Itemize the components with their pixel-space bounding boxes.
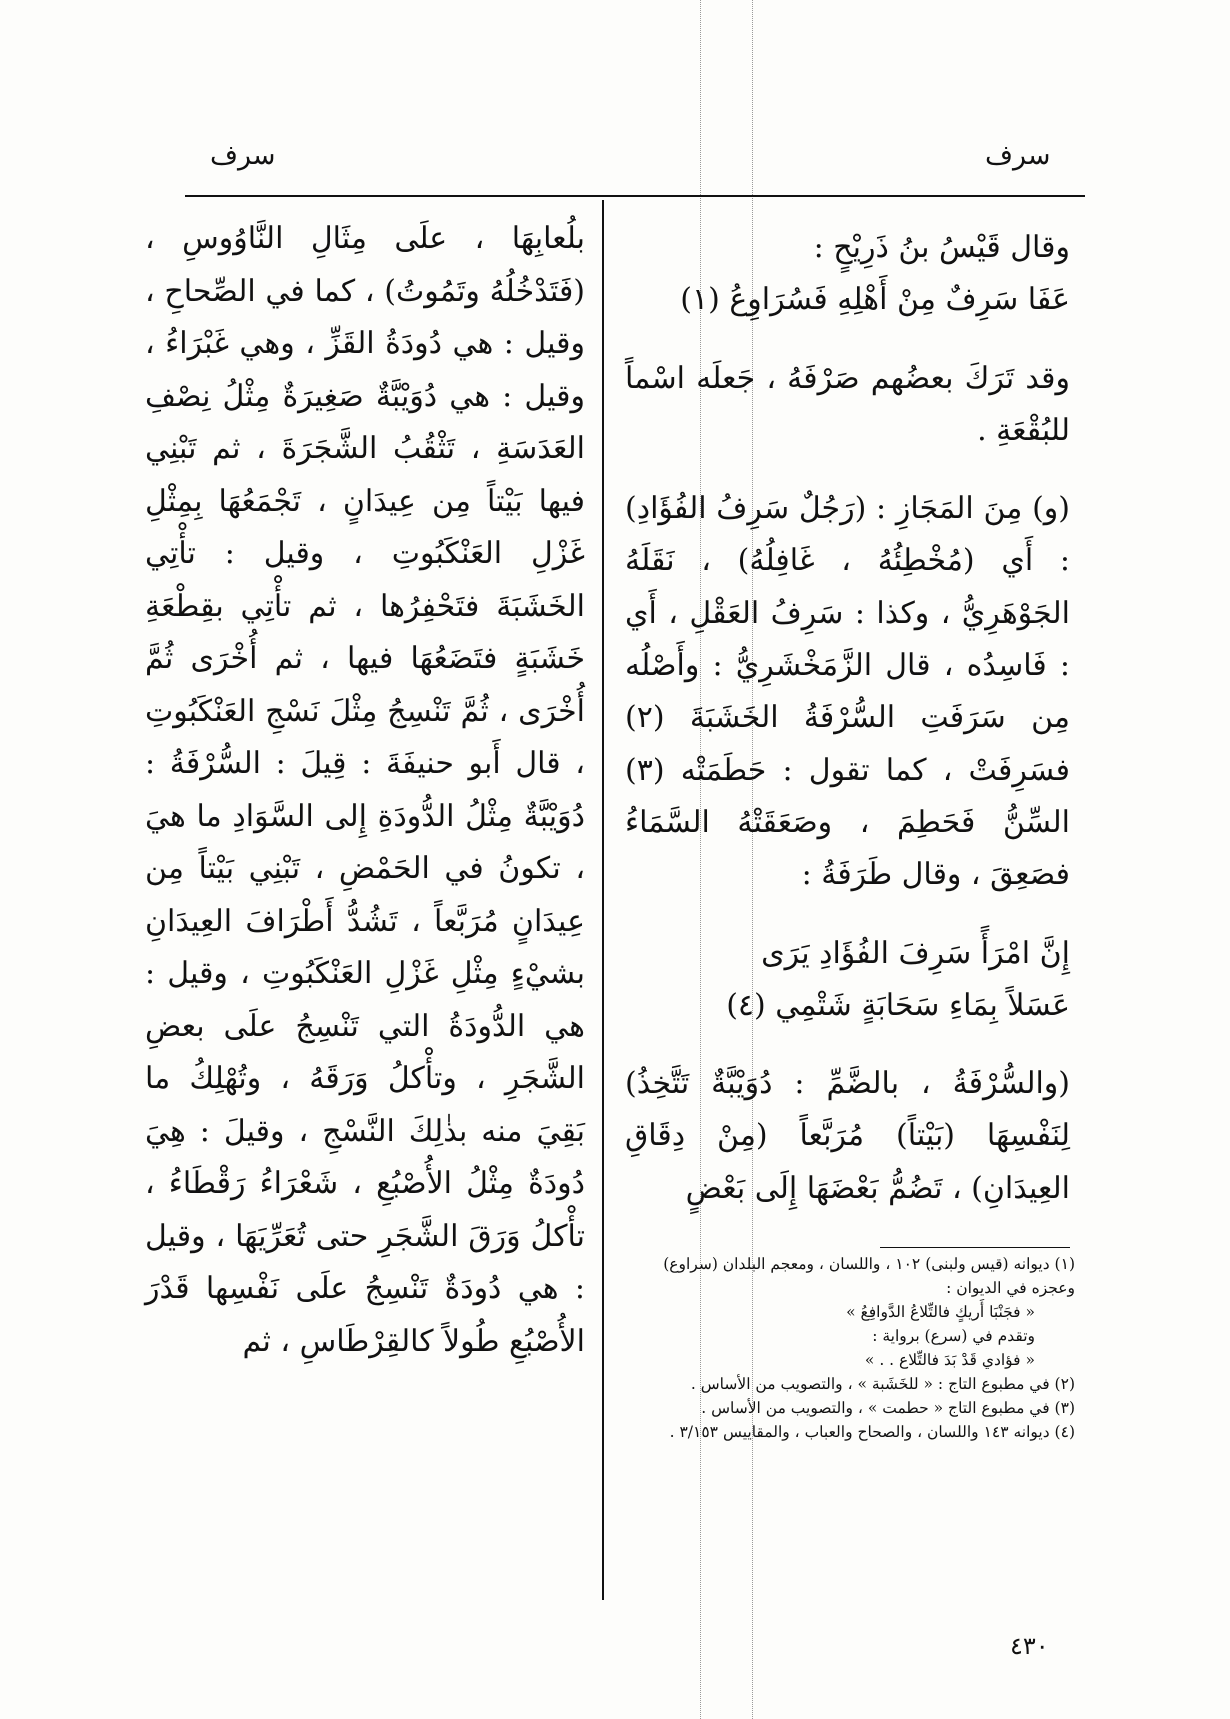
footnote-rule bbox=[880, 1247, 1070, 1248]
footnote-line: (٣) في مطبوع التاج « حطمت » ، والتصويب من الأساس . bbox=[701, 1399, 1075, 1417]
paragraph-gap bbox=[625, 902, 1070, 928]
right-column-paragraph: (و) مِنَ المَجَازِ : (رَجُلٌ سَرِفُ الفُؤَادِ) : أَي (مُخْطِئُهُ ، غَافِلُهُ) ، نَقَلَهُ الجَوْهَرِيُّ ، وكذا : سَرِفُ العَقْلِ ، أَي : فَاسِدُه ، قال الزَّمَخْشَرِيُّ : وأَصْلُه مِن سَرَفَتِ السُّرْفَةُ الخَشَبَةَ (٢) فسَرِفَتْ ، كما تقول : حَطَمَتْه (٣) السِّنُّ فَحَطِمَ ، وصَعَقَتْهُ السَّمَاءُ فصَعِقَ ، وقال طَرَفَةُ : bbox=[625, 491, 1070, 893]
right-column-paragraph: (والسُّرْفَةُ ، بالضَّمِّ : دُوَيْبَّةٌ تَتَّخِذُ) لِنَفْسِهَا (بَيْتاً) مُرَبَّعاً (مِنْ دِقَاقِ العِيدَانِ) ، تَضُمُّ بَعْضَهَا إِلَى بَعْضٍ bbox=[625, 1066, 1070, 1206]
footnote-line: (٢) في مطبوع التاج : « للخَشَبة » ، والتصويب من الأساس . bbox=[690, 1375, 1075, 1393]
footnote-line: (٤) ديوانه ١٤٣ واللسان ، والصحاح والعباب ، والمقاييس ٣/١٥٣ . bbox=[669, 1423, 1075, 1441]
paragraph-gap bbox=[625, 327, 1070, 353]
header-rule bbox=[185, 195, 1085, 197]
page-number: ٤٣٠ bbox=[1010, 1632, 1049, 1660]
left-column bbox=[145, 213, 585, 1368]
right-column-paragraph: عَسَلاً بِمَاءِ سَحَابَةٍ شَتْمِي (٤) bbox=[726, 987, 1070, 1023]
left-column-text: بلُعابِهَا ، علَى مِثَالِ النَّاوُوسِ ، (فَتَدْخُلُهُ وتَمُوتُ) ، كما في الصِّحاحِ ، وقيل : هي دُودَةُ القَزِّ ، وهي غَبْرَاءُ ، وقيل : هي دُوَيْبَّةٌ صَغِيرَةٌ مِثْلُ نِصْفِ العَدَسَةِ ، تَثْقُبُ الشَّجَرَةَ ، ثم تَبْنِي فيها بَيْتاً مِن عِيدَانٍ ، تَجْمَعُهَا بِمِثْلِ غَزْلِ العَنْكَبُوتِ ، وقيل : تأْتِي الخَشَبَةَ فتَحْفِرُها ، ثم تأْتِي بقِطْعَةِ خَشَبَةٍ فتَضَعُهَا فيها ، ثم أُخْرَى ثُمَّ أُخْرَى ، ثُمَّ تَنْسِجُ مِثْلَ نَسْجِ العَنْكَبُوتِ ، قال أَبو حنيفَةَ : قِيلَ : السُّرْفَةُ : دُوَيْبَّةٌ مِثْلُ الدُّودَةِ إِلى السَّوَادِ ما هيَ ، تكونُ في الحَمْضِ ، تَبْنِي بَيْتاً مِن عِيدَانٍ مُرَبَّعاً ، تَشُدُّ أَطْرَافَ العِيدَانِ بشيْءٍ مِثْلِ غَزْلِ العَنْكَبُوتِ ، وقيل : هي الدُّودَةُ التي تَنْسِجُ علَى بعضِ الشَّجَرِ ، وتأْكلُ وَرَقَهُ ، وتُهْلِكُ ما بَقِيَ منه بذٰلِكَ النَّسْجِ ، وقيلَ : هِيَ دُودَةٌ مِثْلُ الأُصْبُعِ ، شَعْرَاءُ رَقْطَاءُ ، تأْكلُ وَرَقَ الشَّجَرِ حتى تُعَرِّيَهَا ، وقيل : هي دُودَةٌ تَنْسِجُ علَى نَفْسِها قَدْرَ الأُصْبُعِ طُولاً كالقِرْطَاسِ ، ثم bbox=[145, 221, 585, 1359]
footnotes bbox=[625, 1252, 1075, 1444]
running-head-right: سرف bbox=[985, 140, 1051, 171]
footnote-line: « فجَنْبَا أَريكٍ فالتِّلاعُ الدَّوافِعُ » bbox=[846, 1303, 1035, 1321]
running-head-left: سرف bbox=[210, 140, 276, 171]
paragraph-gap bbox=[625, 1032, 1070, 1058]
footnote-line: (١) ديوانه (قيس ولبنى) ١٠٢ ، واللسان ، ومعجم البلدان (سراوع) وعجزه في الديوان : bbox=[663, 1255, 1075, 1297]
column-divider bbox=[602, 200, 604, 1600]
right-column-paragraph: إِنَّ امْرَأً سَرِفَ الفُؤَادِ يَرَى bbox=[761, 935, 1070, 971]
footnote-line: وتقدم في (سرع) برواية : bbox=[872, 1327, 1035, 1345]
right-column bbox=[625, 222, 1070, 1215]
right-column-paragraph: عَفَا سَرِفٌ مِنْ أَهْلِهِ فَسُرَاوِعُ (١) bbox=[680, 282, 1070, 318]
paragraph-gap bbox=[625, 457, 1070, 483]
right-column-paragraph: وقال قَيْسُ بنُ ذَرِيْحٍ : bbox=[813, 230, 1070, 265]
right-column-paragraph: وقد تَرَكَ بعضُهم صَرْفَهُ ، جَعلَه اسْماً للبُقْعَةِ . bbox=[625, 360, 1070, 448]
footnote-line: « فؤادي قَدْ بَدَ فالتِّلاع . . » bbox=[864, 1351, 1035, 1369]
